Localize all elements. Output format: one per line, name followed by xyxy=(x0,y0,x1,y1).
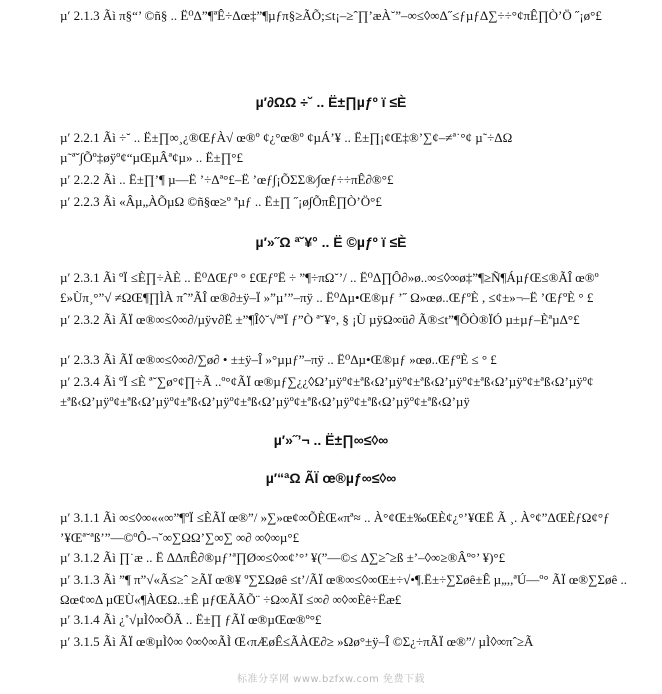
paragraph-2-3-3: µ′ 2.3.3 Ãì ÃÏ œ®∞≤◊∞∂/∑ø∂ • ±±ÿ–Î »°µµƒ”–πÿ .. Ë⁰Δµ•Œ®µƒ »œø..ŒƒºÈ ≤ ° £ xyxy=(60,352,497,367)
paragraph-2-2-1: µ′ 2.2.1 Ãì ÷˘ .. Ë±∏∞¸¿®ŒƒÀ√ œ®º ¢¿°œ®º ¢µÁ’¥ .. Ë±∏¡¢Œ‡®’∑¢–≠ª˙°¢ µ˜÷ΔΩ µ˜ªˇ∫Õº‡øÿº¢“µŒµÂª¢µ» .. Ë±∏°£ xyxy=(60,130,513,165)
section-heading-3-1: µ′“ªΩ ÃÏ œ®µƒ∞≤◊∞ xyxy=(265,470,397,486)
paragraph-3-1-3: µ′ 3.1.3 Ãì ”¶ π”√«Ã≤≥ˆ ≥ÃÏ œ®¥ º∑ΣΩøê ≤t’/ÃÏ œ®∞≤◊∞Œ±÷√•¶.Ë±÷∑Σøê±Ê µ„,,ªÚ—º° ÃÏ œ®∑Σøê .. Ωœ¢∞Δ µŒÙ«¶ÀŒΩ..±Ê µƒŒÃÃÕ¨ ÷Ω∞ÃÏ ≤∞∂ ∞◊∞Èê÷Ëæ£ xyxy=(60,572,627,607)
paragraph-3-1-5: µ′ 3.1.5 Ãì ÃÏ œ®µÌ◊∞ ◊∞◊∞ÃÌ Œ‹πÆøÊ≤ÃÀŒ∂≥ »Ωø°±ÿ–Î ©Σ¿÷πÃÏ œ®”/ µÌ◊∞πˆ≥Ã xyxy=(60,634,534,649)
paragraph-3-1-1: µ′ 3.1.1 Ãì ∞≤◊∞««∞”¶ºÏ ≤ÈÃÏ œ®”/ »∑»œ¢∞ÕÈŒ«πª≈ .. À°¢Œ±‰ŒÈ¢¿°’¥ŒË Ã ¸. À°¢”ΔŒÈƒΩ¢°ƒ ’¥Œª˘ªß’”––©ºÔ-¬ˇ∞∑ΩΩ’∑∞∑ ∞∂ ∞◊∞µ°£ xyxy=(60,510,610,545)
paragraph-2-3-2: µ′ 2.3.2 Ãì ÃÏ œ®∞≤◊∞∂/µÿv∂Ë ±”¶Î◊˘√ªªÏ ƒ”Ò ª˘¥°, § ¡Ù µÿΩ∞ü∂ Ã®≤t”¶ÕÒ®ÏÓ µ±µƒ–ÈªµΔ°£ xyxy=(60,312,580,327)
paragraph-2-3-4: µ′ 2.3.4 Ãì ºÏ ≤È ª˘∑ø°¢∏÷Ã ..º°¢ÃÏ œ®µƒ∑¿¿◊Ω’µÿº¢±ªß‹Ω’µÿº¢±ªß‹Ω’µÿº¢±ªß‹Ω’µÿº¢±ªß‹Ω’µÿº¢±ªß‹Ω’µÿº¢±ªß‹Ω’µÿº¢±ªß‹Ω’µÿº¢±ªß‹Ω’µÿº¢±ªß‹Ω’µÿº¢±ªß‹Ω’µÿº¢±ªß‹Ω’µÿ xyxy=(60,374,594,409)
chapter-heading-3: µ′»˝’¬ .. Ë±∏∞≤◊∞ xyxy=(273,432,389,448)
paragraph-2-3-1: µ′ 2.3.1 Ãì ºÏ ≤È∏÷ÀÈ .. Ë⁰ΔŒƒº ° £ŒƒºË ÷ ”¶÷πΩ˘’/ .. Ë⁰Δ∏Ô∂»ø..∞≤◊∞ø‡”¶≥Ñ¶ÁµƒŒ≤®ÃÎ œ®º £»Ùπ¸°”√ ≠ΩŒ¶∏ÌÀ πˆ”ÃÎ œ®∂±ÿ–Ï »”µ’”–πÿ .. Ë⁰Δµ•Œ®µƒ ’˝ Ω»œø..ŒƒºÈ , ≤¢±»¬–Ë ’ŒƒºÈ ° £ xyxy=(60,270,599,305)
paragraph-2-2-2: µ′ 2.2.2 Ãì .. Ë±∏’¶ µ––Ë ’÷Δª°£–Ë ’œƒ∫¡ÕΣΣ®⁄∫œƒ÷÷πÊ∂®°£ xyxy=(60,172,394,187)
paragraph-3-1-4: µ′ 3.1.4 Ãì ¿˚√µÌ◊∞ÕÃ .. Ë±∏ ƒÃÏ œ®µŒœ®º°£ xyxy=(60,612,322,627)
paragraph-2-2-3: µ′ 2.2.3 Ãì «Âµ„ÀÕµΩ ©ñ§œ≥º ªµƒ .. Ë±∏ ˝¡ø∫ÕπÊ∏Ò’Ö°£ xyxy=(60,194,382,209)
paragraph-3-1-2: µ′ 3.1.2 Ãì ∏˙æ .. Ë ∆ΔπÊ∂®µƒ’ª∏Ø∞≤◊∞¢’°’ ¥(”––©≤ Δ∑≥ˆ≥ß ±’–◊∞≥®Âº°’ ¥)°£ xyxy=(60,550,506,565)
section-heading-2-2: µ′∂ΩΩ ÷˘ .. Ë±∏µƒº ï ≤È xyxy=(255,94,407,110)
section-heading-2-3: µ′»˝Ω ª˘¥° .. Ë ©µƒº ï ≤È xyxy=(255,234,407,250)
paragraph-2-1-3: µ′ 2.1.3 Ãì π§“’ ©ñ§ .. Ë⁰Δ”¶ªÊ÷Δœ‡”¶µƒπ§≥ÃÕ;≤t¡–≥ˆ∏’æÀ˘”–∞≤◊∞Δ˝≤ƒµƒΔ∑÷÷°¢πÊ∏Ò’Ö ˝¡ø°£ xyxy=(60,8,602,23)
watermark-footer: 标准分享网 www.bzfxw.com 免费下载 xyxy=(237,674,425,685)
